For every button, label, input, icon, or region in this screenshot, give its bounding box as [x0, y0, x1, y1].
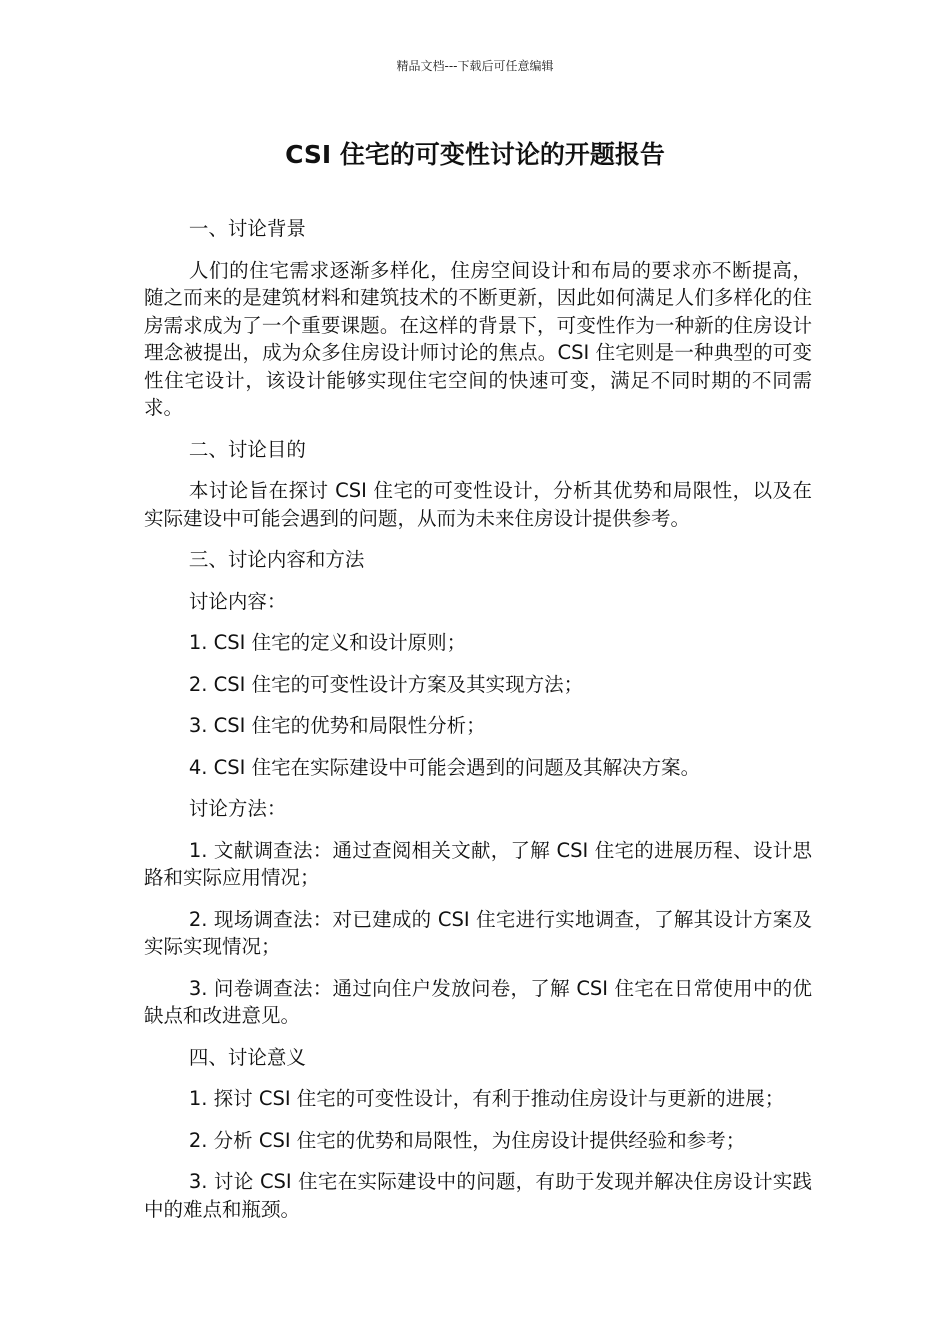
list-item-significance-1: 1. 探讨 CSI 住宅的可变性设计，有利于推动住房设计与更新的进展； [188, 1087, 785, 1110]
list-item-content-3: 3. CSI 住宅的优势和局限性分析； [188, 714, 486, 737]
paragraph-background: 人们的住宅需求逐渐多样化，住房空间设计和布局的要求亦不断提高，随之而来的是建筑材料和建筑技术的不断更新，因此如何满足人们多样化的住房需求成为了一个重要课题。在这样的背景下，可变性作为一种新的住房设计理念被提出，成为众多住房设计师讨论的焦点。CSI 住宅则是一种典型的可变性住宅设计，该设计能够实现住宅空间的快速可变，满足不同时期的不同需求。 [144, 258, 812, 419]
list-item-method-1: 1. 文献调查法：通过查阅相关文献，了解 CSI 住宅的进展历程、设计思路和实际应用情况； [144, 838, 812, 889]
section-heading-purpose: 二、讨论目的 [188, 437, 306, 461]
document-body [144, 215, 812, 1237]
section-heading-significance: 四、讨论意义 [188, 1045, 306, 1069]
subheading-content: 讨论内容： [188, 589, 287, 613]
subheading-method: 讨论方法： [188, 797, 287, 820]
paragraph-purpose: 本讨论旨在探讨 CSI 住宅的可变性设计，分析其优势和局限性，以及在实际建设中可能会遇到的问题，从而为未来住房设计提供参考。 [144, 479, 812, 530]
list-item-significance-3: 3. 讨论 CSI 住宅在实际建设中的问题，有助于发现并解决住房设计实践中的难点和瓶颈。 [144, 1170, 812, 1221]
list-item-content-2: 2. CSI 住宅的可变性设计方案及其实现方法； [188, 672, 584, 696]
list-item-method-2: 2. 现场调查法：对已建成的 CSI 住宅进行实地调查，了解其设计方案及实际实现情况； [144, 907, 812, 958]
list-item-content-4: 4. CSI 住宅在实际建设中可能会遇到的问题及其解决方案。 [188, 755, 701, 779]
list-item-content-1: 1. CSI 住宅的定义和设计原则； [188, 631, 467, 654]
list-item-method-3: 3. 问卷调查法：通过向住户发放问卷，了解 CSI 住宅在日常使用中的优缺点和改进意见。 [144, 976, 812, 1027]
page-header-watermark: 精品文档---下载后可任意编辑 [396, 59, 554, 73]
document-title: CSI 住宅的可变性讨论的开题报告 [285, 140, 665, 169]
section-heading-content-method: 三、讨论内容和方法 [188, 548, 365, 571]
list-item-significance-2: 2. 分析 CSI 住宅的优势和局限性，为住房设计提供经验和参考； [188, 1128, 746, 1152]
section-heading-background: 一、讨论背景 [188, 217, 306, 240]
